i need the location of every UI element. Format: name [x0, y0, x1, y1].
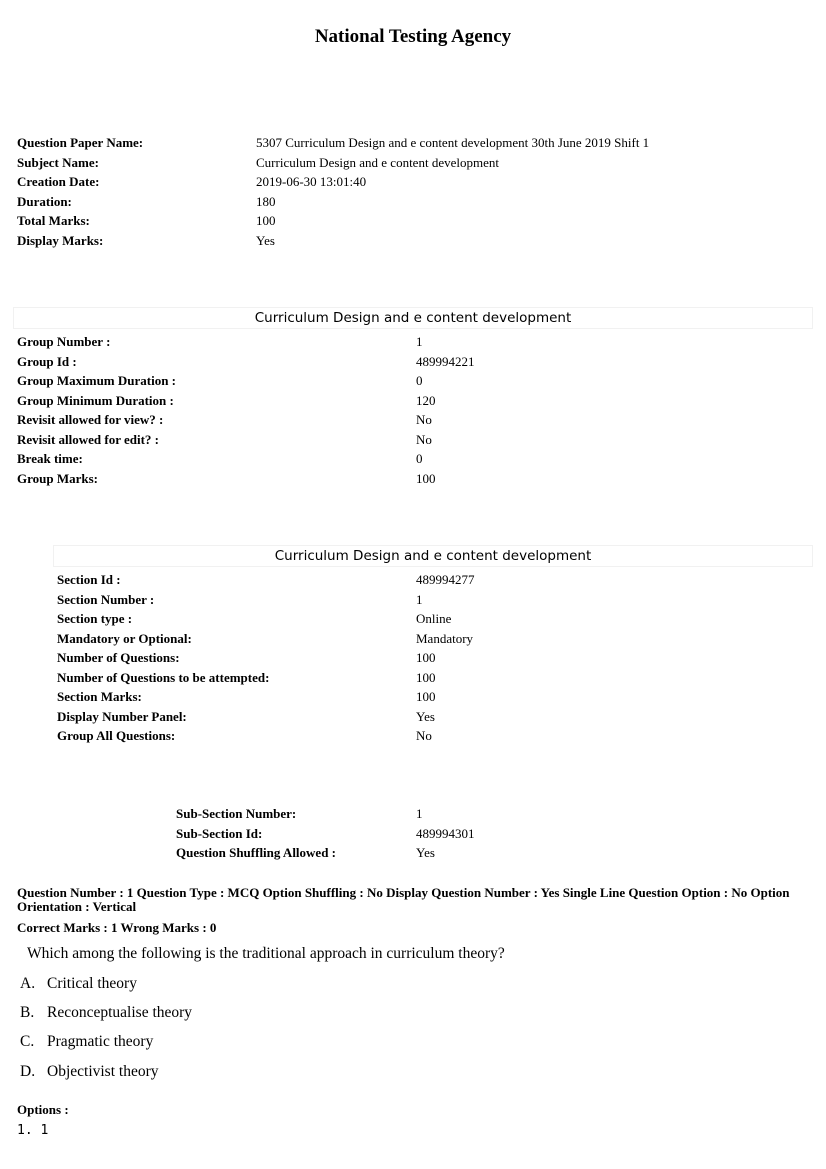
section-field-value: 100 — [416, 669, 436, 685]
group-field-key: Group Marks: — [17, 470, 99, 486]
section-field-key: Section type : — [57, 611, 133, 626]
option-b — [20, 1004, 192, 1022]
group-field-key: Group Id : — [17, 353, 77, 369]
subsection-field-key: Sub-Section Id: — [176, 825, 263, 841]
group-field-value: 489994221 — [416, 353, 475, 369]
section-banner: Curriculum Design and e content development — [53, 545, 813, 567]
section-field-key: Group All Questions: — [57, 728, 176, 743]
section-field — [57, 668, 817, 688]
subsection-info — [176, 804, 816, 863]
section-field-value: Mandatory — [416, 630, 474, 646]
section-field-key: Mandatory or Optional: — [57, 630, 192, 646]
subsection-field-value: 489994301 — [416, 825, 475, 841]
subsection-field-value: Yes — [416, 845, 435, 860]
group-field-key: Revisit allowed for edit? : — [17, 431, 160, 447]
group-field-value: 0 — [416, 451, 423, 466]
group-field — [17, 332, 817, 352]
section-field-key: Number of Questions: — [57, 650, 180, 665]
section-field-key: Section Number : — [57, 591, 155, 607]
group-field — [17, 410, 817, 430]
group-field-key: Group Minimum Duration : — [17, 392, 174, 408]
section-field — [57, 707, 817, 727]
page-title: National Testing Agency — [314, 26, 512, 47]
option-a — [20, 975, 137, 993]
group-field-value: 1 — [416, 334, 423, 349]
section-field-key: Section Marks: — [57, 689, 142, 704]
paper-field-value: 100 — [256, 213, 276, 228]
section-field-value: Yes — [416, 708, 435, 724]
group-field-key: Group Number : — [17, 334, 111, 349]
group-field — [17, 391, 817, 411]
option-text: Critical theory — [47, 975, 137, 992]
group-field-value: 120 — [416, 392, 436, 408]
group-field — [17, 449, 817, 469]
section-field-value: No — [416, 728, 432, 743]
question-marks: Correct Marks : 1 Wrong Marks : 0 — [17, 920, 217, 935]
option-c — [20, 1033, 153, 1051]
group-field-value: 0 — [416, 373, 423, 388]
paper-field-value: 5307 Curriculum Design and e content development 30th June 2019 Shift 1 — [256, 135, 650, 150]
option-label: C. — [20, 1033, 35, 1050]
option-text: Pragmatic theory — [47, 1033, 154, 1050]
option-label: D. — [20, 1063, 36, 1080]
paper-field — [17, 231, 817, 251]
paper-field-value: Yes — [256, 232, 275, 248]
paper-field-key: Display Marks: — [17, 232, 104, 248]
option-text: Reconceptualise theory — [47, 1004, 193, 1021]
section-info — [57, 570, 817, 746]
paper-field-key: Question Paper Name: — [17, 135, 144, 150]
subsection-field-value: 1 — [416, 806, 423, 821]
section-field-key: Section Id : — [57, 572, 121, 587]
option-label: A. — [20, 975, 36, 992]
section-field-value: 489994277 — [416, 572, 475, 587]
paper-field-key: Duration: — [17, 193, 72, 209]
subsection-field-key: Sub-Section Number: — [176, 806, 297, 821]
options-label: Options : — [17, 1102, 69, 1117]
section-field-key: Number of Questions to be attempted: — [57, 669, 270, 685]
subsection-field — [176, 804, 816, 824]
paper-field — [17, 133, 817, 153]
section-field — [57, 609, 817, 629]
group-field-value: No — [416, 431, 432, 447]
paper-info — [17, 133, 817, 250]
paper-field — [17, 172, 817, 192]
group-banner: Curriculum Design and e content development — [13, 307, 813, 329]
group-info — [17, 332, 817, 488]
section-field — [57, 629, 817, 649]
group-field — [17, 430, 817, 450]
paper-field-key: Total Marks: — [17, 213, 90, 228]
section-field-value: 1 — [416, 591, 423, 607]
question-text: Which among the following is the traditional approach in curriculum theory? — [27, 945, 505, 962]
answer-option: 1. 1 — [17, 1123, 49, 1138]
section-field — [57, 570, 817, 590]
group-field-value: No — [416, 412, 432, 427]
question-meta: Question Number : 1 Question Type : MCQ Option Shuffling : No Display Question Number : Yes Single Line Question Option : No Option Orientation : Vertical — [17, 885, 790, 914]
option-text: Objectivist theory — [47, 1063, 159, 1080]
paper-field-key: Subject Name: — [17, 154, 99, 170]
section-field — [57, 726, 817, 746]
paper-field-value: Curriculum Design and e content development — [256, 154, 499, 170]
section-field-key: Display Number Panel: — [57, 708, 187, 724]
option-d — [20, 1063, 159, 1081]
section-field — [57, 648, 817, 668]
section-field — [57, 590, 817, 610]
group-field — [17, 469, 817, 489]
subsection-field-key: Question Shuffling Allowed : — [176, 845, 337, 860]
group-field-key: Break time: — [17, 451, 83, 466]
group-field — [17, 352, 817, 372]
subsection-field — [176, 843, 816, 863]
paper-field — [17, 153, 817, 173]
group-field-key: Revisit allowed for view? : — [17, 412, 164, 427]
paper-field-value: 180 — [256, 193, 276, 209]
option-label: B. — [20, 1004, 35, 1021]
section-field-value: Online — [416, 611, 452, 626]
paper-field-key: Creation Date: — [17, 174, 100, 189]
paper-field — [17, 211, 817, 231]
group-field-key: Group Maximum Duration : — [17, 373, 177, 388]
section-field-value: 100 — [416, 650, 436, 665]
group-field — [17, 371, 817, 391]
paper-field — [17, 192, 817, 212]
group-field-value: 100 — [416, 470, 436, 486]
paper-field-value: 2019-06-30 13:01:40 — [256, 174, 367, 189]
section-field — [57, 687, 817, 707]
section-field-value: 100 — [416, 689, 436, 704]
subsection-field — [176, 824, 816, 844]
